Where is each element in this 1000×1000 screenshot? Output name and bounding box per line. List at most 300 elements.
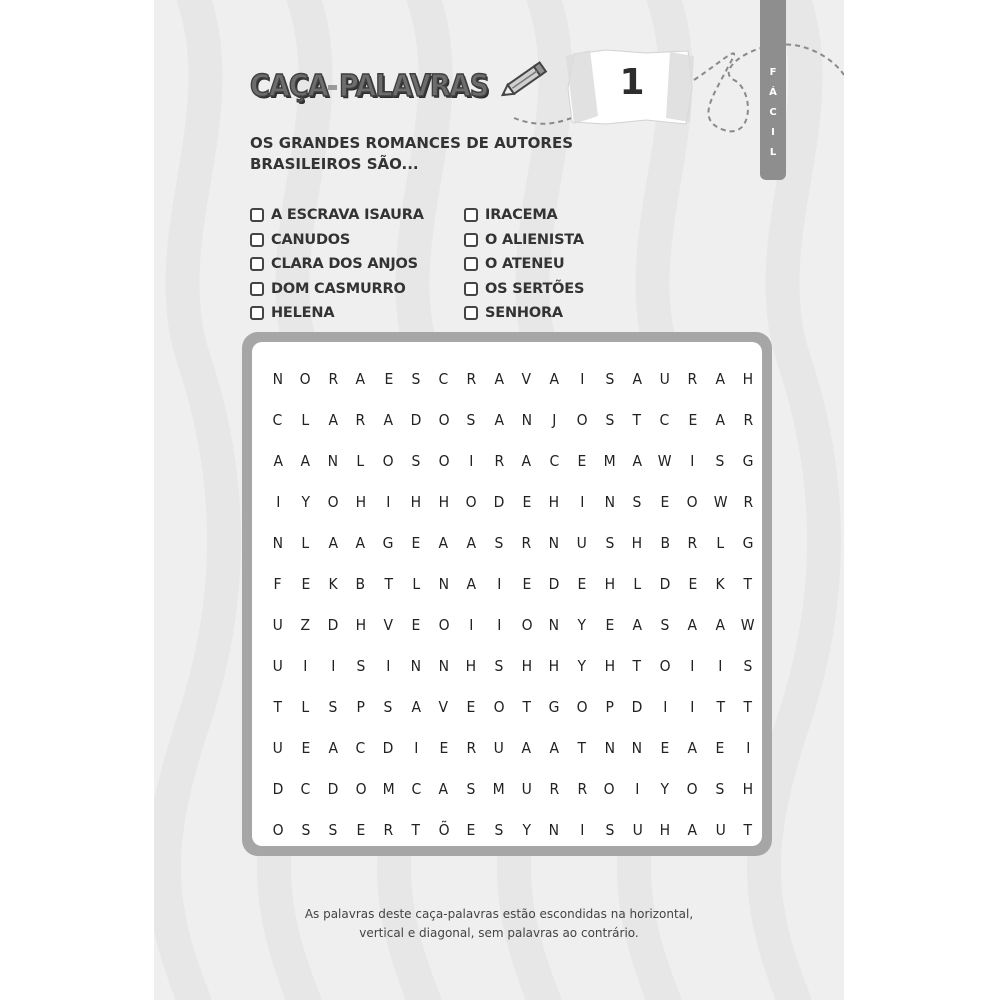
grid-letter: R — [521, 533, 532, 552]
grid-cell[interactable] — [375, 604, 403, 645]
grid-cell[interactable] — [651, 727, 679, 768]
grid-cell[interactable] — [679, 727, 707, 768]
grid-cell[interactable] — [513, 809, 541, 850]
grid-letter: O — [355, 779, 367, 798]
grid-cell[interactable] — [513, 358, 541, 399]
grid-cell[interactable] — [485, 645, 513, 686]
grid-cell[interactable] — [734, 563, 762, 604]
grid-cell[interactable] — [402, 440, 430, 481]
grid-cell[interactable] — [264, 686, 292, 727]
grid-cell[interactable] — [568, 727, 596, 768]
grid-cell[interactable] — [540, 481, 568, 522]
grid-cell[interactable] — [375, 686, 403, 727]
grid-cell[interactable] — [734, 358, 762, 399]
grid-letter: O — [521, 615, 533, 634]
grid-cell[interactable] — [679, 563, 707, 604]
grid-letter: O — [438, 410, 450, 429]
grid-cell[interactable] — [513, 604, 541, 645]
grid-cell[interactable] — [264, 563, 292, 604]
grid-cell[interactable] — [734, 768, 762, 809]
grid-cell[interactable] — [540, 727, 568, 768]
grid-cell[interactable] — [264, 481, 292, 522]
grid-cell[interactable] — [485, 768, 513, 809]
grid-cell[interactable] — [264, 604, 292, 645]
grid-cell[interactable] — [430, 809, 458, 850]
grid-cell[interactable] — [706, 522, 734, 563]
grid-cell[interactable] — [485, 481, 513, 522]
grid-cell[interactable] — [319, 809, 347, 850]
word-checkbox[interactable] — [250, 306, 264, 320]
grid-cell[interactable] — [596, 809, 624, 850]
grid-cell[interactable] — [596, 399, 624, 440]
grid-letter: E — [301, 738, 310, 757]
grid-cell[interactable] — [540, 686, 568, 727]
grid-row — [264, 440, 762, 481]
grid-cell[interactable] — [596, 481, 624, 522]
grid-cell[interactable] — [540, 358, 568, 399]
grid-cell[interactable] — [679, 809, 707, 850]
grid-letter: S — [494, 820, 504, 839]
grid-cell[interactable] — [458, 768, 486, 809]
grid-cell[interactable] — [651, 768, 679, 809]
grid-letter: E — [605, 615, 614, 634]
grid-cell[interactable] — [458, 358, 486, 399]
grid-cell[interactable] — [264, 399, 292, 440]
grid-letter: K — [328, 574, 338, 593]
grid-cell[interactable] — [734, 604, 762, 645]
grid-letter: O — [327, 492, 339, 511]
grid-cell[interactable] — [513, 768, 541, 809]
grid-cell[interactable] — [706, 686, 734, 727]
word-checkbox[interactable] — [250, 208, 264, 222]
grid-cell[interactable] — [319, 768, 347, 809]
grid-cell[interactable] — [568, 686, 596, 727]
word-checkbox[interactable] — [250, 282, 264, 296]
word-checkbox[interactable] — [464, 233, 478, 247]
grid-letter: E — [301, 574, 310, 593]
grid-cell[interactable] — [540, 399, 568, 440]
grid-letter: A — [355, 369, 366, 388]
grid-letter: T — [715, 697, 725, 716]
grid-cell[interactable] — [706, 604, 734, 645]
grid-letter: I — [579, 369, 584, 388]
grid-cell[interactable] — [292, 399, 320, 440]
grid-cell[interactable] — [623, 481, 651, 522]
grid-cell[interactable] — [679, 440, 707, 481]
grid-letter: U — [632, 820, 643, 839]
grid-letter: E — [577, 574, 587, 593]
grid-cell[interactable] — [596, 358, 624, 399]
grid-cell[interactable] — [458, 604, 486, 645]
word-checkbox[interactable] — [464, 208, 478, 222]
grid-letter: A — [715, 369, 726, 388]
grid-cell[interactable] — [485, 604, 513, 645]
grid-cell[interactable] — [706, 563, 734, 604]
grid-cell[interactable] — [347, 809, 375, 850]
grid-cell[interactable] — [596, 522, 624, 563]
grid-letter: S — [605, 533, 614, 552]
grid-cell[interactable] — [513, 563, 541, 604]
grid-cell[interactable] — [319, 358, 347, 399]
grid-cell[interactable] — [734, 727, 762, 768]
grid-cell[interactable] — [623, 645, 651, 686]
grid-cell[interactable] — [458, 809, 486, 850]
grid-letter: H — [659, 820, 671, 839]
grid-cell[interactable] — [347, 481, 375, 522]
grid-cell[interactable] — [458, 686, 486, 727]
grid-cell[interactable] — [319, 522, 347, 563]
grid-cell[interactable] — [458, 481, 486, 522]
grid-cell[interactable] — [596, 563, 624, 604]
grid-cell[interactable] — [651, 645, 679, 686]
grid-cell[interactable] — [402, 481, 430, 522]
grid-cell[interactable] — [402, 768, 430, 809]
word-label: DOM CASMURRO — [271, 280, 406, 297]
grid-cell[interactable] — [651, 686, 679, 727]
grid-cell[interactable] — [679, 686, 707, 727]
grid-cell[interactable] — [319, 440, 347, 481]
grid-cell[interactable] — [623, 604, 651, 645]
grid-cell[interactable] — [706, 727, 734, 768]
grid-cell[interactable] — [292, 727, 320, 768]
grid-cell[interactable] — [347, 727, 375, 768]
grid-cell[interactable] — [651, 604, 679, 645]
grid-cell[interactable] — [430, 604, 458, 645]
grid-cell[interactable] — [292, 481, 320, 522]
grid-cell[interactable] — [623, 440, 651, 481]
grid-cell[interactable] — [734, 809, 762, 850]
grid-cell[interactable] — [540, 440, 568, 481]
grid-letter: T — [411, 820, 421, 839]
grid-cell[interactable] — [375, 727, 403, 768]
grid-cell[interactable] — [347, 686, 375, 727]
grid-letter: S — [660, 615, 670, 634]
grid-cell[interactable] — [402, 727, 430, 768]
grid-cell[interactable] — [651, 481, 679, 522]
grid-letter: C — [411, 779, 421, 798]
grid-cell[interactable] — [458, 563, 486, 604]
grid-cell[interactable] — [458, 399, 486, 440]
grid-cell[interactable] — [651, 440, 679, 481]
difficulty-letter: I — [771, 127, 775, 138]
grid-cell[interactable] — [568, 522, 596, 563]
grid-cell[interactable] — [734, 481, 762, 522]
grid-cell[interactable] — [540, 604, 568, 645]
grid-cell[interactable] — [568, 481, 596, 522]
grid-cell[interactable] — [540, 522, 568, 563]
grid-cell[interactable] — [679, 645, 707, 686]
grid-letter: E — [411, 615, 421, 634]
grid-letter: D — [410, 410, 422, 429]
grid-letter: A — [715, 410, 726, 429]
grid-cell[interactable] — [375, 645, 403, 686]
grid-letter: H — [355, 615, 366, 634]
word-item — [250, 277, 424, 302]
word-search-frame — [242, 332, 772, 856]
word-search-area — [252, 342, 762, 846]
grid-letter: A — [687, 820, 698, 839]
grid-cell[interactable] — [292, 809, 320, 850]
grid-letter: S — [383, 697, 393, 716]
grid-cell[interactable] — [513, 645, 541, 686]
grid-cell[interactable] — [292, 686, 320, 727]
grid-cell[interactable] — [347, 645, 375, 686]
grid-letter: H — [521, 656, 532, 675]
grid-cell[interactable] — [430, 481, 458, 522]
word-checkbox[interactable] — [464, 282, 478, 296]
grid-cell[interactable] — [513, 686, 541, 727]
grid-cell[interactable] — [568, 399, 596, 440]
grid-cell[interactable] — [513, 522, 541, 563]
word-checkbox[interactable] — [464, 306, 478, 320]
grid-cell[interactable] — [347, 399, 375, 440]
grid-letter: H — [742, 369, 754, 388]
grid-cell[interactable] — [568, 809, 596, 850]
grid-cell[interactable] — [264, 645, 292, 686]
grid-cell[interactable] — [402, 522, 430, 563]
grid-cell[interactable] — [375, 358, 403, 399]
grid-letter: A — [632, 451, 642, 470]
grid-letter: V — [383, 615, 394, 634]
grid-cell[interactable] — [264, 768, 292, 809]
grid-cell[interactable] — [347, 358, 375, 399]
grid-cell[interactable] — [264, 809, 292, 850]
grid-cell[interactable] — [540, 563, 568, 604]
grid-cell[interactable] — [568, 604, 596, 645]
grid-cell[interactable] — [485, 809, 513, 850]
grid-cell[interactable] — [568, 768, 596, 809]
grid-letter: C — [549, 451, 560, 470]
grid-cell[interactable] — [292, 563, 320, 604]
grid-cell[interactable] — [292, 604, 320, 645]
grid-cell[interactable] — [292, 645, 320, 686]
grid-cell[interactable] — [319, 604, 347, 645]
grid-cell[interactable] — [513, 399, 541, 440]
grid-cell[interactable] — [679, 522, 707, 563]
grid-letter: A — [549, 369, 560, 388]
grid-cell[interactable] — [734, 399, 762, 440]
grid-cell[interactable] — [513, 727, 541, 768]
grid-cell[interactable] — [706, 645, 734, 686]
grid-letter: S — [356, 656, 366, 675]
instructions-note — [194, 905, 804, 943]
grid-cell[interactable] — [264, 727, 292, 768]
grid-letter: K — [715, 574, 725, 593]
grid-cell[interactable] — [402, 645, 430, 686]
grid-cell[interactable] — [292, 440, 320, 481]
grid-letter: L — [633, 574, 642, 593]
grid-cell[interactable] — [485, 440, 513, 481]
grid-cell[interactable] — [651, 358, 679, 399]
grid-cell[interactable] — [706, 481, 734, 522]
puzzle-question — [250, 133, 630, 175]
grid-letter: L — [301, 410, 310, 429]
grid-cell[interactable] — [402, 358, 430, 399]
grid-cell[interactable] — [623, 358, 651, 399]
grid-cell[interactable] — [347, 440, 375, 481]
grid-cell[interactable] — [264, 440, 292, 481]
grid-cell[interactable] — [458, 645, 486, 686]
grid-letter: L — [301, 697, 310, 716]
grid-letter: S — [411, 369, 421, 388]
grid-letter: A — [328, 533, 338, 552]
grid-cell[interactable] — [623, 809, 651, 850]
grid-cell[interactable] — [596, 440, 624, 481]
grid-cell[interactable] — [375, 563, 403, 604]
grid-cell[interactable] — [485, 358, 513, 399]
grid-cell[interactable] — [430, 686, 458, 727]
grid-cell[interactable] — [679, 399, 707, 440]
grid-cell[interactable] — [430, 563, 458, 604]
grid-cell[interactable] — [458, 440, 486, 481]
grid-cell[interactable] — [375, 481, 403, 522]
grid-cell[interactable] — [430, 727, 458, 768]
grid-cell[interactable] — [402, 563, 430, 604]
word-label: CANUDOS — [271, 231, 351, 248]
grid-letter: H — [466, 656, 477, 675]
grid-cell[interactable] — [485, 686, 513, 727]
grid-cell[interactable] — [319, 481, 347, 522]
grid-cell[interactable] — [679, 604, 707, 645]
grid-cell[interactable] — [706, 358, 734, 399]
grid-cell[interactable] — [623, 686, 651, 727]
grid-row — [264, 809, 762, 850]
grid-cell[interactable] — [430, 399, 458, 440]
grid-letter: A — [273, 451, 283, 470]
grid-cell[interactable] — [319, 563, 347, 604]
grid-cell[interactable] — [706, 768, 734, 809]
grid-letter: O — [272, 820, 284, 839]
grid-cell[interactable] — [734, 522, 762, 563]
grid-cell[interactable] — [623, 399, 651, 440]
grid-cell[interactable] — [292, 358, 320, 399]
grid-cell[interactable] — [596, 768, 624, 809]
grid-cell[interactable] — [458, 727, 486, 768]
grid-cell[interactable] — [430, 358, 458, 399]
grid-cell[interactable] — [402, 686, 430, 727]
grid-cell[interactable] — [485, 522, 513, 563]
grid-cell[interactable] — [292, 522, 320, 563]
word-checkbox[interactable] — [250, 257, 264, 271]
grid-cell[interactable] — [402, 399, 430, 440]
grid-cell[interactable] — [706, 399, 734, 440]
grid-cell[interactable] — [402, 809, 430, 850]
grid-cell[interactable] — [430, 522, 458, 563]
grid-letter: D — [548, 574, 560, 593]
grid-cell[interactable] — [568, 358, 596, 399]
grid-cell[interactable] — [651, 809, 679, 850]
grid-cell[interactable] — [458, 522, 486, 563]
grid-cell[interactable] — [706, 440, 734, 481]
grid-letter: H — [438, 492, 449, 511]
grid-cell[interactable] — [734, 645, 762, 686]
grid-cell[interactable] — [375, 809, 403, 850]
grid-letter: U — [272, 615, 283, 634]
grid-cell[interactable] — [375, 768, 403, 809]
grid-cell[interactable] — [596, 686, 624, 727]
grid-cell[interactable] — [347, 563, 375, 604]
grid-cell[interactable] — [430, 645, 458, 686]
grid-cell[interactable] — [292, 768, 320, 809]
grid-cell[interactable] — [485, 727, 513, 768]
grid-cell[interactable] — [623, 727, 651, 768]
grid-letter: N — [549, 820, 560, 839]
grid-cell[interactable] — [651, 563, 679, 604]
grid-cell[interactable] — [347, 768, 375, 809]
grid-cell[interactable] — [513, 481, 541, 522]
difficulty-tab — [760, 0, 786, 180]
grid-cell[interactable] — [319, 727, 347, 768]
grid-cell[interactable] — [679, 481, 707, 522]
grid-cell[interactable] — [485, 563, 513, 604]
grid-letter: P — [356, 697, 365, 716]
difficulty-letter: L — [769, 147, 777, 158]
grid-cell[interactable] — [347, 522, 375, 563]
grid-letter: A — [521, 738, 532, 757]
word-label: O ATENEU — [485, 256, 565, 273]
grid-cell[interactable] — [402, 604, 430, 645]
grid-cell[interactable] — [623, 563, 651, 604]
grid-cell[interactable] — [513, 440, 541, 481]
word-checkbox[interactable] — [250, 233, 264, 247]
grid-cell[interactable] — [319, 686, 347, 727]
grid-letter: C — [272, 410, 283, 429]
word-checkbox[interactable] — [464, 257, 478, 271]
grid-cell[interactable] — [430, 768, 458, 809]
grid-letter: R — [466, 738, 477, 757]
grid-letter: E — [383, 369, 393, 388]
grid-cell[interactable] — [679, 768, 707, 809]
grid-row — [264, 399, 762, 440]
grid-cell[interactable] — [485, 399, 513, 440]
grid-cell[interactable] — [596, 727, 624, 768]
grid-cell[interactable] — [540, 645, 568, 686]
grid-cell[interactable] — [430, 440, 458, 481]
grid-cell[interactable] — [596, 645, 624, 686]
grid-letter: U — [715, 820, 726, 839]
grid-cell[interactable] — [375, 399, 403, 440]
grid-cell[interactable] — [568, 440, 596, 481]
grid-letter: E — [688, 410, 697, 429]
grid-cell[interactable] — [734, 686, 762, 727]
grid-cell[interactable] — [568, 645, 596, 686]
grid-cell[interactable] — [679, 358, 707, 399]
grid-letter: E — [411, 533, 421, 552]
grid-cell[interactable] — [264, 522, 292, 563]
grid-cell[interactable] — [375, 440, 403, 481]
grid-cell[interactable] — [347, 604, 375, 645]
grid-letter: S — [328, 697, 338, 716]
grid-cell[interactable] — [319, 399, 347, 440]
grid-cell[interactable] — [706, 809, 734, 850]
grid-letter: I — [469, 615, 474, 634]
grid-cell[interactable] — [651, 522, 679, 563]
grid-cell[interactable] — [264, 358, 292, 399]
word-item — [464, 301, 584, 326]
grid-cell[interactable] — [375, 522, 403, 563]
grid-cell[interactable] — [540, 809, 568, 850]
grid-cell[interactable] — [319, 645, 347, 686]
grid-cell[interactable] — [734, 440, 762, 481]
grid-cell[interactable] — [623, 768, 651, 809]
grid-cell[interactable] — [596, 604, 624, 645]
grid-letter: A — [687, 615, 698, 634]
grid-cell[interactable] — [651, 399, 679, 440]
grid-cell[interactable] — [568, 563, 596, 604]
grid-letter: L — [412, 574, 420, 593]
grid-cell[interactable] — [540, 768, 568, 809]
grid-cell[interactable] — [623, 522, 651, 563]
